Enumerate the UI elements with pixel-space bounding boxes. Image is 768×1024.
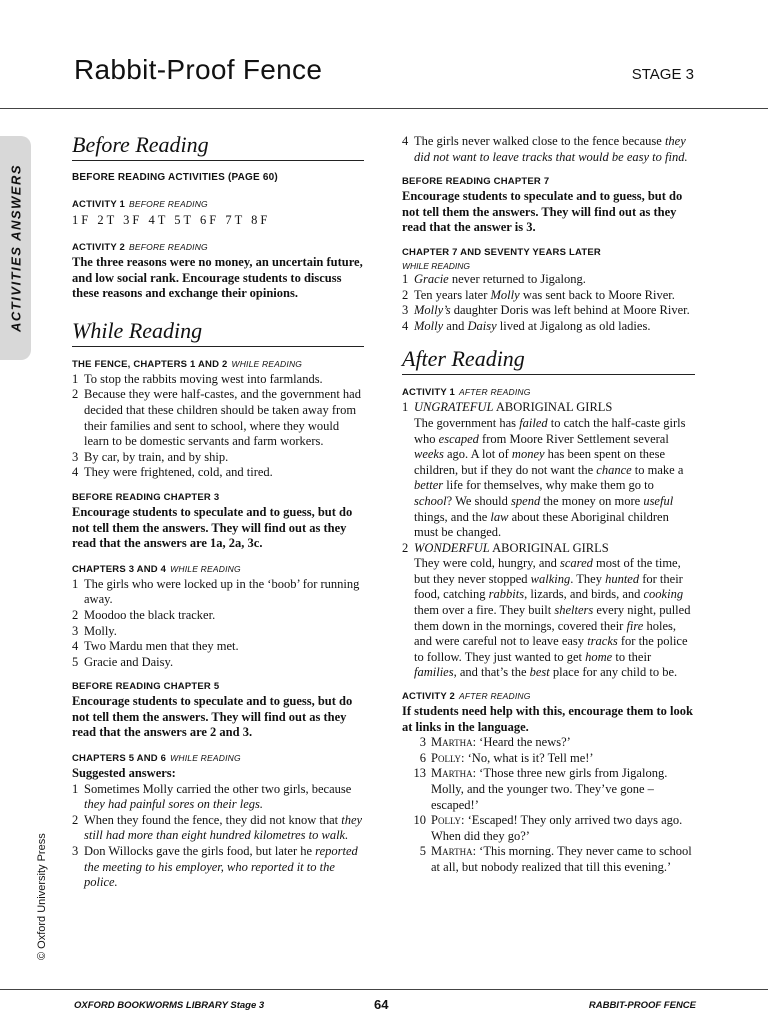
article-segment: life for themselves, why make them go to (443, 478, 654, 493)
article-segment: the money on more (540, 493, 644, 508)
ar-activity1-heading (402, 385, 695, 400)
item-number: 3 (72, 449, 79, 464)
list-item (402, 303, 695, 319)
item-number: 3 (72, 844, 79, 859)
answer-word: home (585, 649, 613, 664)
article-segment: about these Aboriginal children must be changed. (414, 509, 669, 540)
list-item (402, 288, 695, 304)
article-segment: to catch the half-caste girls who (414, 415, 686, 446)
activity2-tag: BEFORE READING (129, 242, 208, 252)
answer-word: chance (596, 462, 632, 477)
answer-word: best (529, 665, 550, 680)
item-name: Daisy (467, 318, 497, 333)
item-number: 4 (72, 639, 79, 654)
activity1-label: ACTIVITY 1 (72, 199, 126, 210)
ch12-tag: WHILE READING (231, 358, 303, 369)
item-answer: they still had more than eight hundred kilometres to walk. (84, 812, 363, 843)
article-segment: every night, pulled them down in the mornings, covered their (414, 603, 691, 633)
item-text: When they found the fence, they did not know that (84, 812, 342, 827)
activity1-answers: 1F 2T 3F 4T 5T 6F 7T 8F (72, 213, 271, 227)
article-segment: things, and the (414, 509, 491, 524)
dialogue-line (402, 751, 695, 767)
answer-word: rabbits (488, 587, 525, 602)
ch56-label: CHAPTERS 5 AND 6 (72, 753, 167, 765)
dialogue-line (402, 844, 695, 875)
item-text: Because they were half-castes, and the government had decided that these children should be taken away from their families and sent to school, where they would learn to be domestic servants and farm workers. (84, 387, 361, 449)
speaker: Polly (431, 813, 462, 828)
dialogue-text: : ‘Those three new girls from Jigalong. Molly, and the younger two. They’ve gone – escaped!’ (431, 766, 668, 812)
list-item (72, 639, 364, 655)
dialogue-line (402, 766, 695, 813)
suggested-answers: Suggested answers: (72, 766, 176, 781)
item-answer: they had painful sores on their legs. (84, 797, 264, 812)
article-segment: has been spent on these children, but if they do not want the (414, 447, 665, 477)
section-after-reading: After Reading (402, 346, 695, 375)
article-segment: place for any child to be. (549, 665, 678, 680)
ar-activity2-tag: AFTER READING (459, 691, 531, 702)
item-number: 1 (72, 371, 79, 386)
item-number: 1 (402, 400, 409, 415)
page-number: 64 (374, 997, 389, 1012)
item-text: was sent back to Moore River. (519, 287, 675, 302)
item-text: To stop the rabbits moving west into farmlands. (84, 371, 323, 386)
ch34-heading (72, 562, 364, 577)
header-rule (0, 108, 768, 109)
item-name: Molly (414, 318, 444, 333)
item-text: Moodoo the black tracker. (84, 607, 216, 622)
ch34-list (72, 577, 364, 671)
answer-word: failed (519, 415, 548, 430)
side-tab-label: ACTIVITIES ANSWERS (8, 163, 23, 333)
item-number: 2 (402, 540, 409, 555)
article-segment: , lizards, and birds, and (524, 587, 644, 602)
item-text: The girls never walked close to the fence because (414, 134, 665, 148)
article-segment: The government has (414, 415, 520, 430)
left-column (72, 132, 364, 891)
copyright: © Oxford University Press (36, 833, 48, 960)
item-text: daughter Doris was left behind at Moore River. (450, 303, 690, 318)
item-name: Molly (490, 287, 520, 302)
page-title: Rabbit-Proof Fence (74, 54, 323, 85)
ar-activity1-tag: AFTER READING (459, 387, 531, 398)
answer-word: school (414, 493, 447, 508)
answer-word: scared (560, 556, 593, 571)
dialogue-text: : ‘No, what is it? Tell me!’ (461, 750, 594, 765)
activity2-heading (72, 240, 364, 255)
item-number: 1 (72, 576, 79, 591)
before-reading-heading: BEFORE READING ACTIVITIES (PAGE 60) (72, 172, 278, 183)
answer-word: cooking (643, 587, 684, 602)
list-item (402, 541, 695, 681)
list-item (72, 813, 364, 844)
speaker: Polly (431, 750, 462, 765)
ch56-list (72, 782, 364, 891)
answer-word: law (490, 509, 509, 524)
article-segment: to their (612, 649, 652, 664)
item-name: Gracie (414, 271, 449, 286)
activity2-label: ACTIVITY 2 (72, 242, 126, 253)
item-text: Ten years later (414, 287, 491, 302)
speaker: Martha (431, 735, 473, 750)
list-item (72, 465, 364, 481)
article-heading-word: UNGRATEFUL (414, 400, 494, 415)
ch12-list (72, 372, 364, 481)
ar-activity1-list (402, 400, 695, 681)
article-segment: them over a fire. They built (414, 603, 555, 618)
list-item (72, 387, 364, 449)
item-text: Sometimes Molly carried the other two girls, because (84, 781, 352, 796)
item-name: Molly’s (414, 303, 451, 318)
ch12-label: THE FENCE, CHAPTERS 1 AND 2 (72, 358, 228, 370)
brc3-heading: BEFORE READING CHAPTER 3 (72, 491, 220, 503)
activity1-heading (72, 197, 364, 212)
list-item (402, 272, 695, 288)
item-text: By car, by train, and by ship. (84, 449, 229, 464)
line-number: 13 (413, 766, 426, 781)
item-number: 1 (72, 781, 79, 796)
answer-word: fire (626, 618, 644, 633)
brc5-text: Encourage students to speculate and to guess, but do not tell them the answers. They will find out as they read that the answers are 2 and 3. (72, 694, 353, 740)
item-answer: they did not want to leave tracks that would be easy to find. (414, 134, 688, 164)
article-segment: ? We should (446, 493, 512, 508)
article-segment: from Moore River Settlement several (478, 431, 669, 446)
ch34-tag: WHILE READING (170, 563, 241, 574)
ch7-list (402, 272, 695, 334)
section-while-reading: While Reading (72, 318, 364, 347)
brc7-heading: BEFORE READING CHAPTER 7 (402, 176, 550, 188)
ch7-heading: CHAPTER 7 AND SEVENTY YEARS LATER (402, 246, 601, 258)
line-number: 3 (419, 735, 426, 750)
item-number: 3 (72, 623, 79, 638)
answer-word: families (414, 665, 454, 680)
article-segment: for their food, catching (414, 571, 683, 602)
ch56-list-continued (402, 134, 695, 165)
line-number: 5 (419, 844, 426, 859)
ar-activity2-intro: If students need help with this, encourage them to look at links in the language. (402, 704, 693, 734)
list-item (402, 134, 695, 165)
answer-word: escaped (438, 431, 479, 446)
list-item (72, 655, 364, 671)
article-heading: ABORIGINAL GIRLS (489, 540, 609, 555)
item-text: The girls who were locked up in the ‘boob’ for running away. (84, 576, 360, 607)
article-segment: to make a (631, 462, 684, 477)
list-item (402, 400, 695, 540)
item-text: never returned to Jigalong. (448, 271, 586, 286)
answer-word: money (511, 447, 545, 462)
ar-activity2-heading (402, 689, 695, 704)
item-number: 2 (72, 387, 79, 402)
list-item (402, 319, 695, 335)
article-text-1 (414, 416, 685, 539)
answer-word: spend (511, 493, 541, 508)
answer-word: better (414, 478, 444, 493)
dialogue-text: : ‘Escaped! They only arrived two days ago. When did they go?’ (431, 813, 683, 843)
right-column (402, 134, 695, 876)
item-text: Two Mardu men that they met. (84, 639, 239, 654)
item-text: and (443, 318, 468, 333)
ch12-heading (72, 357, 364, 372)
speaker: Martha (431, 766, 473, 781)
item-text: Molly. (84, 623, 117, 638)
footer-rule (0, 989, 768, 990)
article-text-2 (414, 556, 690, 679)
answer-word: weeks (414, 447, 444, 462)
article-segment: . They (570, 571, 606, 586)
item-number: 5 (72, 654, 79, 669)
activity2-text: The three reasons were no money, an uncertain future, and low social rank. Encourage students to discuss these reasons and exchange their opinions. (72, 255, 363, 301)
item-text: Don Willocks gave the girls food, but later he (84, 844, 316, 859)
dialogue-text: : ‘Heard the news?’ (472, 735, 571, 750)
article-heading: ABORIGINAL GIRLS (493, 400, 613, 415)
item-number: 4 (72, 465, 79, 480)
answer-word: hunted (605, 571, 640, 586)
item-answer: reported the meeting to his employer, who reported it to the police. (84, 844, 358, 890)
section-before-reading: Before Reading (72, 132, 364, 161)
list-item (72, 372, 364, 388)
ar-activity2-label: ACTIVITY 2 (402, 691, 456, 703)
item-number: 4 (402, 318, 409, 333)
article-heading-word: WONDERFUL (414, 540, 490, 555)
footer-book-title: RABBIT-PROOF FENCE (588, 1000, 696, 1011)
dialogue-line (402, 735, 695, 751)
article-segment: most of the time, but they never stopped (414, 556, 681, 586)
answer-word: tracks (587, 634, 618, 649)
list-item (72, 577, 364, 608)
article-segment: , and that’s the (453, 665, 530, 680)
item-number: 2 (72, 607, 79, 622)
answer-word: walking (530, 571, 571, 586)
item-text: lived at Jigalong as old ladies. (496, 318, 651, 333)
list-item (72, 844, 364, 891)
dialogue-list (402, 735, 695, 875)
stage-label: STAGE 3 (631, 66, 694, 83)
line-number: 6 (419, 750, 426, 765)
item-number: 3 (402, 303, 409, 318)
side-tab (0, 136, 31, 360)
item-text: They were frightened, cold, and tired. (84, 465, 273, 480)
footer-series: OXFORD BOOKWORMS LIBRARY Stage 3 (74, 1000, 265, 1011)
ar-activity1-label: ACTIVITY 1 (402, 387, 456, 399)
brc5-heading: BEFORE READING CHAPTER 5 (72, 681, 220, 693)
item-number: 2 (72, 812, 79, 827)
dialogue-line (402, 813, 695, 844)
list-item (72, 782, 364, 813)
list-item (72, 608, 364, 624)
article-segment: ago. A lot of (443, 447, 512, 462)
answer-word: useful (643, 493, 674, 508)
brc7-text: Encourage students to speculate and to guess, but do not tell them the answers. They will find out as they read that the answer is 3. (402, 189, 683, 235)
dialogue-text: : ‘This morning. They never came to school at all, but nobody realized that till this evening.’ (431, 844, 692, 874)
activity1-tag: BEFORE READING (129, 199, 208, 209)
item-number: 2 (402, 287, 409, 302)
ch56-heading (72, 751, 364, 766)
item-text: Gracie and Daisy. (84, 654, 174, 669)
item-number: 1 (402, 271, 409, 286)
answer-word: shelters (554, 603, 594, 618)
ch56-tag: WHILE READING (170, 753, 241, 764)
speaker: Martha (431, 844, 473, 859)
article-segment: holes, and were careful not to leave easy (414, 618, 676, 649)
item-number: 4 (402, 134, 409, 148)
list-item (72, 624, 364, 640)
brc3-text: Encourage students to speculate and to guess, but do not tell them the answers. They will find out as they read that the answers are 1a, 2a, 3c. (72, 504, 353, 551)
ch7-tag: WHILE READING (402, 260, 471, 271)
line-number: 10 (413, 813, 426, 828)
article-segment: for the police to follow. They just wanted to get (414, 634, 688, 664)
article-segment: They were cold, hungry, and (414, 556, 561, 571)
ch34-label: CHAPTERS 3 AND 4 (72, 563, 167, 575)
list-item (72, 450, 364, 466)
